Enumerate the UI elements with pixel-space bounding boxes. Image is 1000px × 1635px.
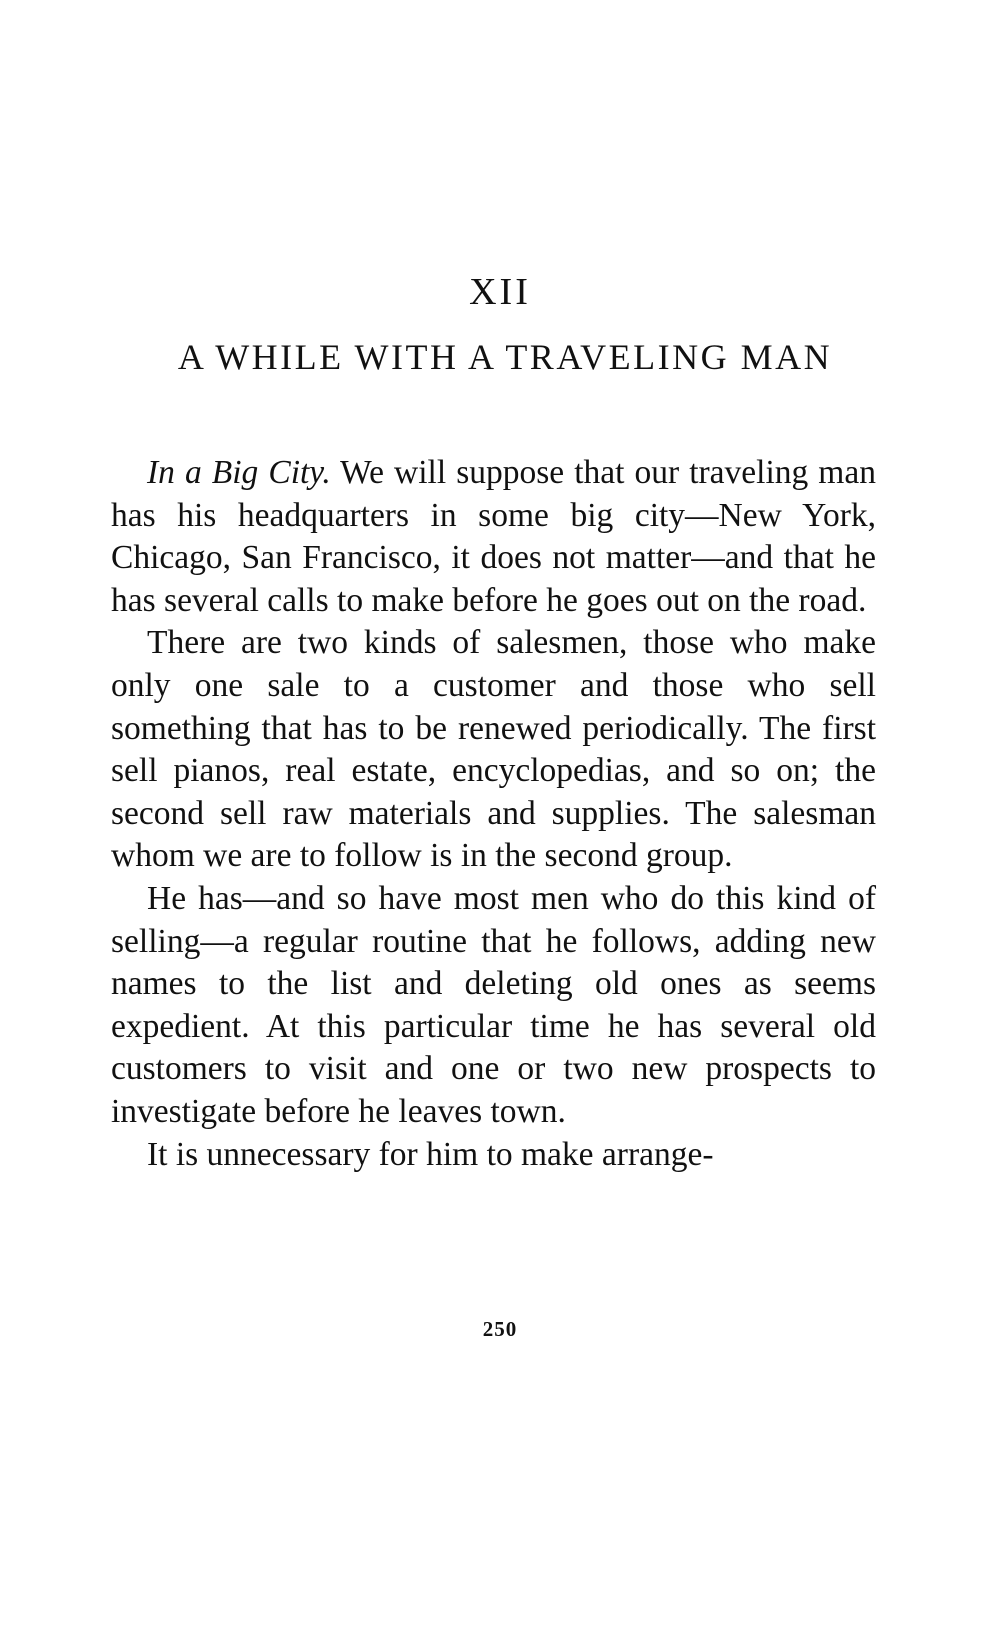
paragraph (111, 452, 876, 622)
paragraph: He has—and so have most men who do this kind of selling—a regular routine that he follows, adding new names to the list and deleting old ones as seems expedient. At this particular time he has several old customers to visit and one or two new prospects to investigate before he leaves town. (111, 879, 876, 1130)
chapter-title: A WHILE WITH A TRAVELING MAN (177, 337, 833, 377)
run-in-heading: In a Big City. (147, 454, 331, 491)
paragraph-text: We will suppose that our traveling man has his headquarters in some big city—New York, Chicago, San Francisco, it does not matter—and that he has several calls to make before he goes out on the road. (111, 454, 876, 619)
body-text (111, 452, 876, 1176)
page-number: 250 (482, 1317, 518, 1341)
chapter-number: XII (469, 271, 531, 313)
paragraph: It is unnecessary for him to make arrange- (147, 1135, 714, 1173)
paragraph: There are two kinds of salesmen, those who make only one sale to a customer and those who sell something that has to be renewed periodically. The first sell pianos, real estate, encyclopedias, and so on; the second sell raw materials and supplies. The salesman whom we are to follow is in the second group. (111, 624, 876, 875)
